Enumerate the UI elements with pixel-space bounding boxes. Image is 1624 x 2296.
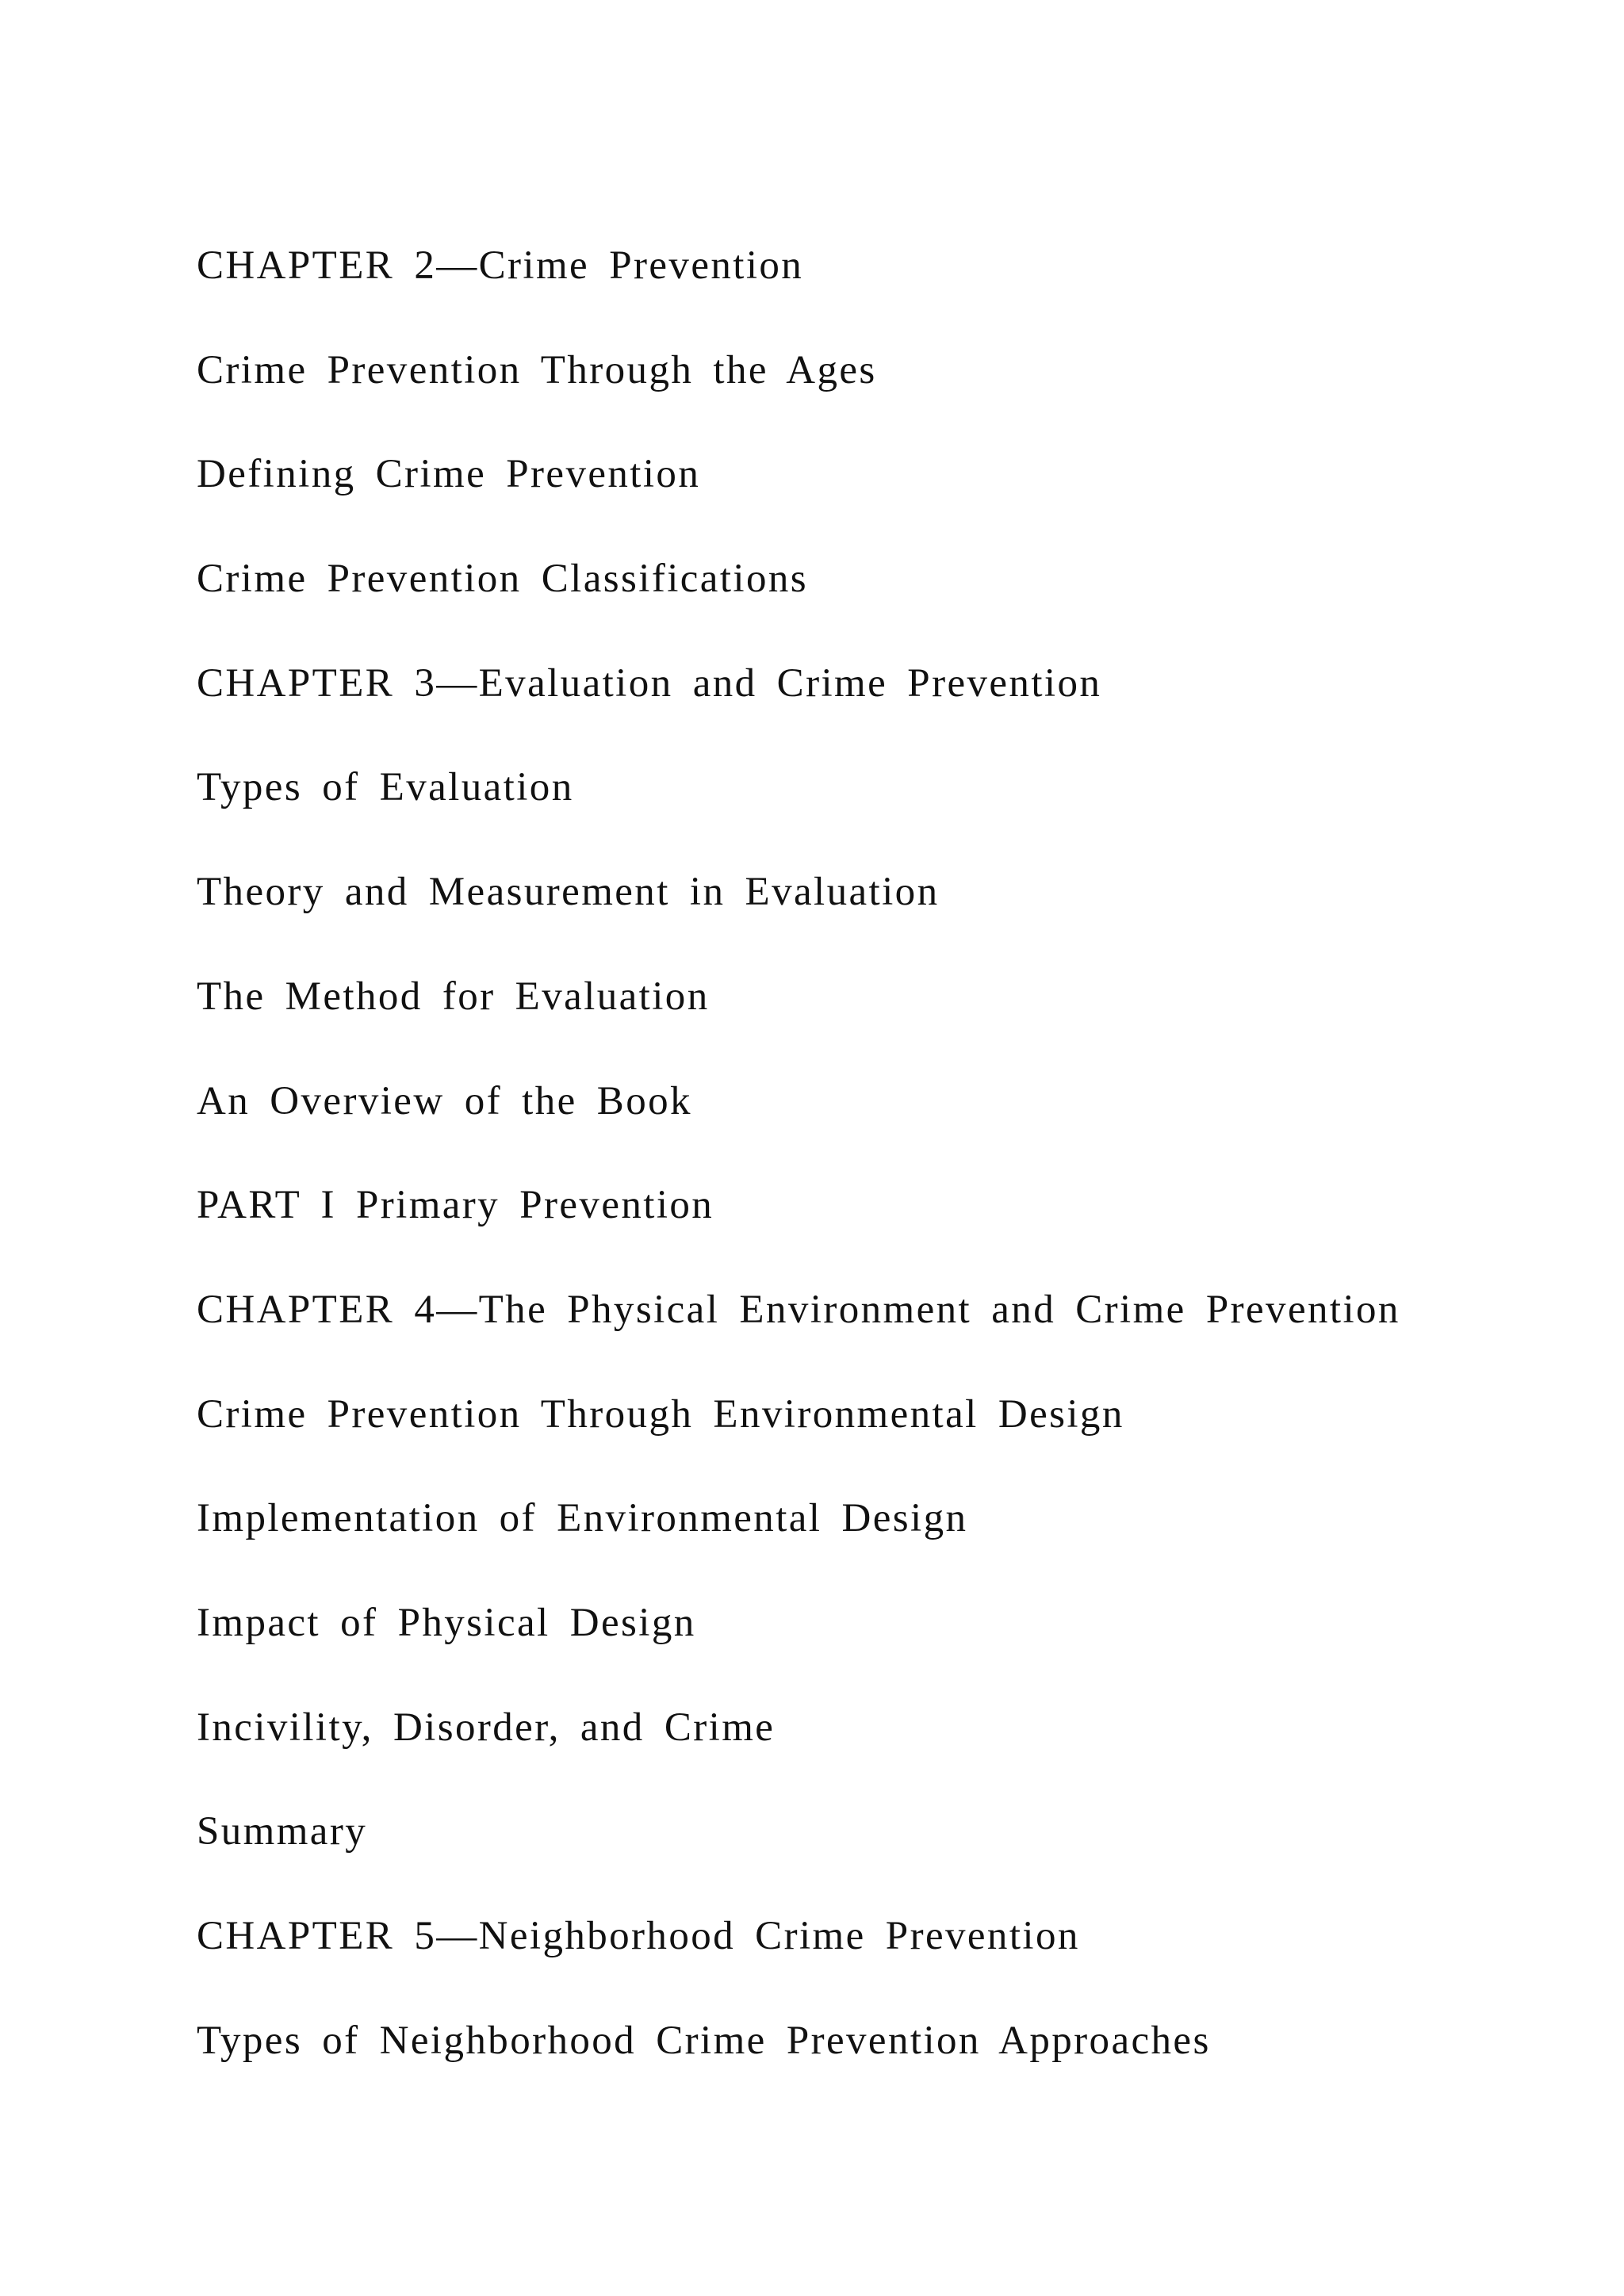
section-entry: Implementation of Environmental Design <box>197 1496 968 1541</box>
chapter-heading: CHAPTER 2—Crime Prevention <box>197 243 804 288</box>
table-of-contents <box>197 242 1592 2121</box>
chapter-heading: CHAPTER 5—Neighborhood Crime Prevention <box>197 1914 1080 1958</box>
section-entry: The Method for Evaluation <box>197 974 710 1019</box>
chapter-heading: CHAPTER 3—Evaluation and Crime Prevention <box>197 660 1102 706</box>
section-entry: Theory and Measurement in Evaluation <box>197 870 940 915</box>
chapter-heading: CHAPTER 4—The Physical Environment and Crime Prevention <box>197 1287 1400 1332</box>
section-entry: An Overview of the Book <box>197 1078 692 1123</box>
section-entry: Crime Prevention Through the Ages <box>197 347 877 392</box>
section-entry: Incivility, Disorder, and Crime <box>197 1705 776 1750</box>
section-entry: Defining Crime Prevention <box>197 452 701 497</box>
part-heading: PART I Primary Prevention <box>197 1183 714 1228</box>
section-entry: Types of Evaluation <box>197 765 574 810</box>
section-entry: Crime Prevention Classifications <box>197 557 809 602</box>
section-entry: Crime Prevention Through Environmental Design <box>197 1391 1124 1437</box>
section-entry: Summary <box>197 1809 368 1854</box>
section-entry: Types of Neighborhood Crime Prevention Approaches <box>197 2018 1211 2063</box>
section-entry: Impact of Physical Design <box>197 1600 696 1645</box>
